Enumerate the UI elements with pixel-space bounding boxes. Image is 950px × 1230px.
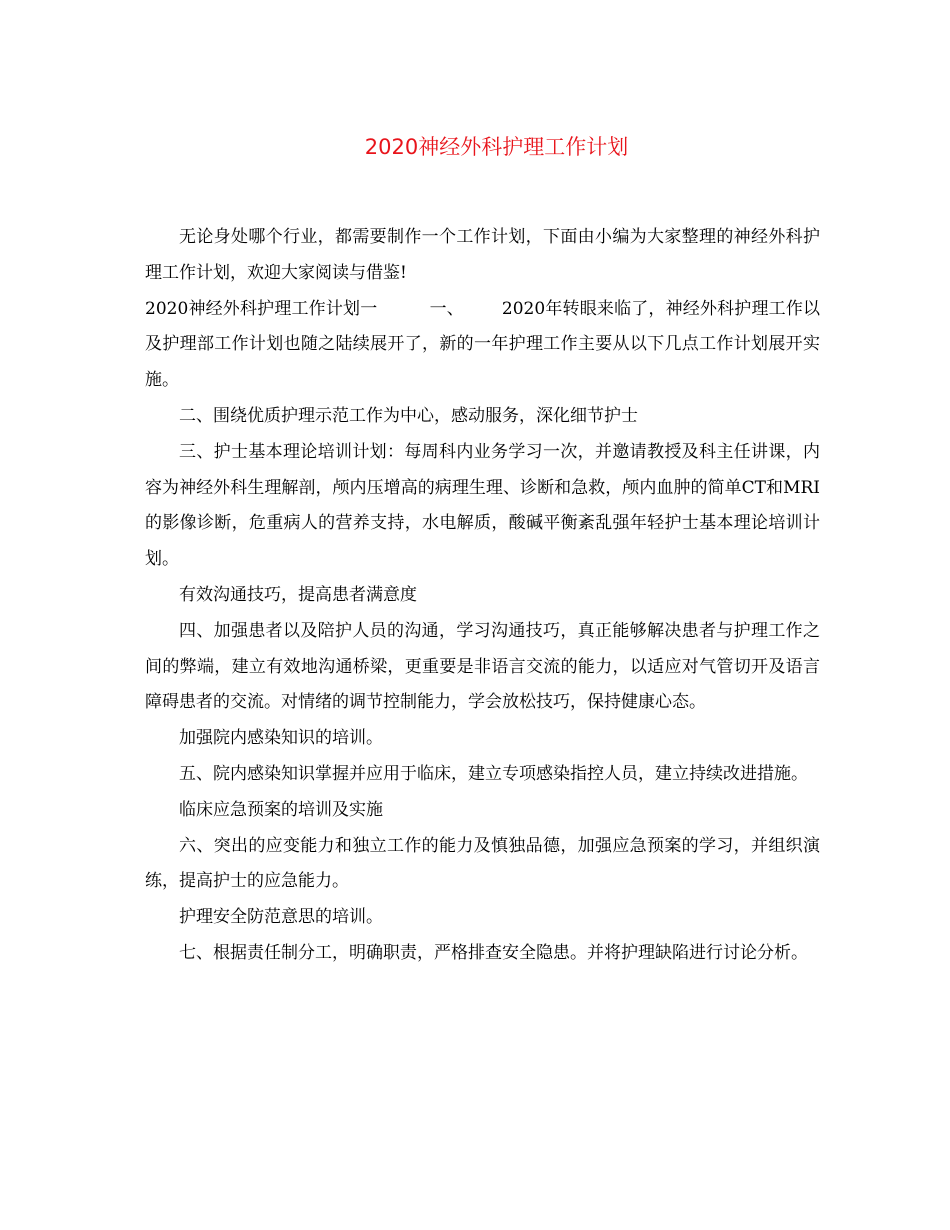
paragraph-4: 四、加强患者以及陪护人员的沟通，学习沟通技巧，真正能够解决患者与护理工作之间的弊端，建立有效地沟通桥梁，更重要是非语言交流的能力，以适应对气管切开及语言障碍患者的交流。对情绪的调节控制能力，学会放松技巧，保持健康心态。 bbox=[145, 620, 820, 713]
paragraph-6: 六、突出的应变能力和独立工作的能力及慎独品德，加强应急预案的学习，并组织演练，提高护士的应急能力。 bbox=[145, 835, 820, 892]
paragraph-subheading-safety: 护理安全防范意思的培训。 bbox=[179, 907, 383, 928]
section-one-paragraph bbox=[145, 292, 820, 399]
paragraph-subheading-emergency: 临床应急预案的培训及实施 bbox=[179, 799, 383, 820]
intro-paragraph: 无论身处哪个行业，都需要制作一个工作计划，下面由小编为大家整理的神经外科护理工作计划，欢迎大家阅读与借鉴! bbox=[145, 227, 820, 283]
section-text: 2020年转眼来临了，神经外科护理工作以及护理部工作计划也随之陆续展开了，新的一年护理工作主要从以下几点工作计划展开实施。 bbox=[145, 298, 821, 391]
paragraph-3: 三、护士基本理论培训计划：每周科内业务学习一次，并邀请教授及科主任讲课，内容为神经外科生理解剖，颅内压增高的病理生理、诊断和急救，颅内血肿的简单CT和MRI的影像诊断，危重病人的营养支持，水电解质，酸碱平衡紊乱强年轻护士基本理论培训计划。 bbox=[145, 441, 820, 570]
paragraph-5: 五、院内感染知识掌握并应用于临床，建立专项感染指控人员，建立持续改进措施。 bbox=[179, 763, 808, 784]
paragraph-subheading-communication: 有效沟通技巧，提高患者满意度 bbox=[179, 584, 417, 605]
document-title: 2020神经外科护理工作计划 bbox=[364, 135, 629, 159]
paragraph-subheading-infection: 加强院内感染知识的培训。 bbox=[179, 728, 383, 749]
document-body bbox=[145, 220, 820, 972]
section-heading: 2020神经外科护理工作计划一 bbox=[145, 298, 378, 319]
section-number: 一、 bbox=[429, 298, 464, 319]
paragraph-2: 二、围绕优质护理示范工作为中心，感动服务，深化细节护士 bbox=[179, 405, 638, 426]
paragraph-7: 七、根据责任制分工，明确职责，严格排查安全隐患。并将护理缺陷进行讨论分析。 bbox=[179, 942, 808, 963]
